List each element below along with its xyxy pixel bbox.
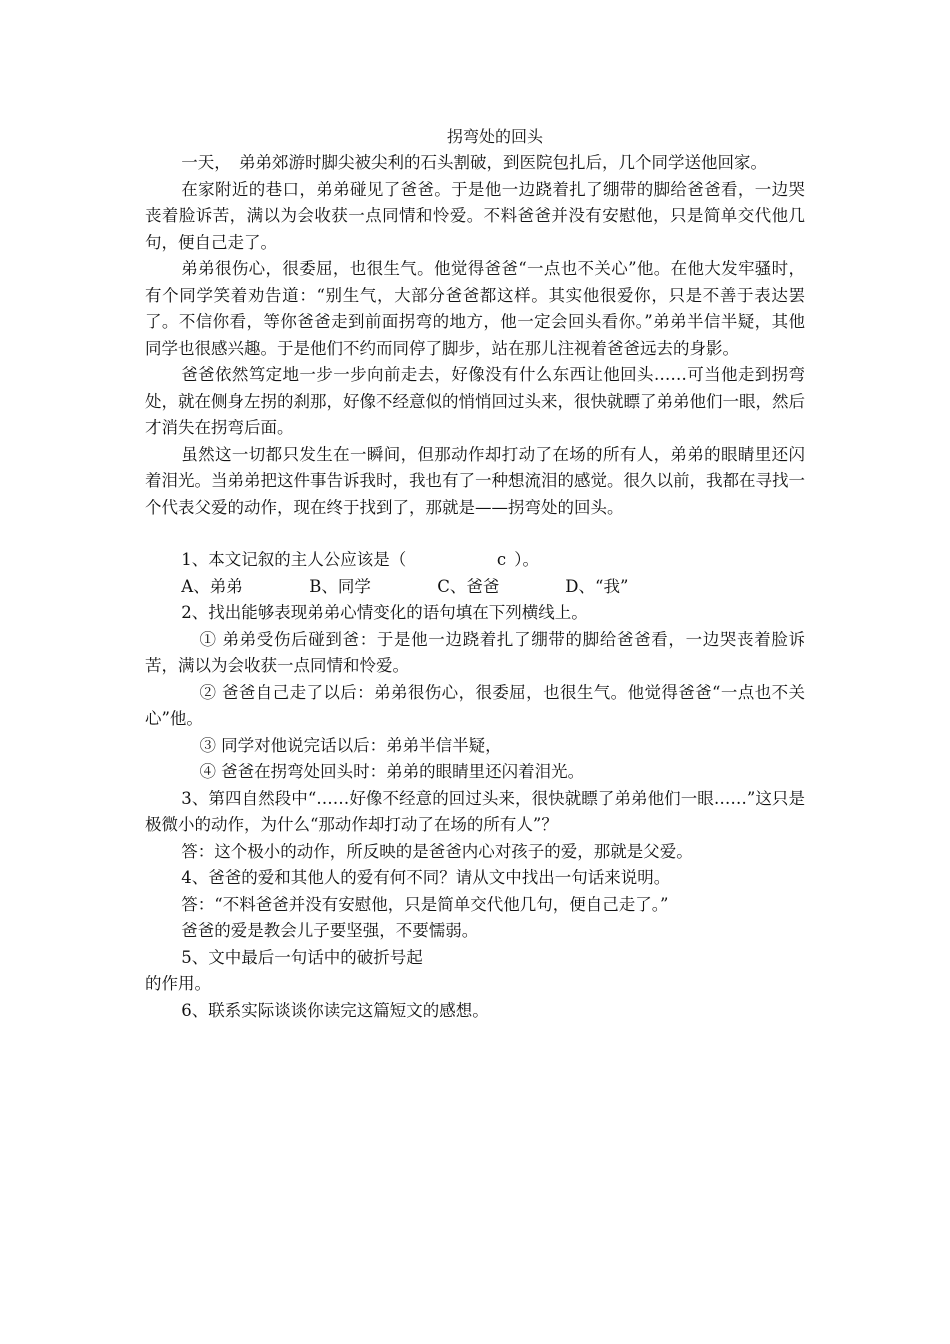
question-1-options: [145, 574, 805, 601]
question-3: 3、第四自然段中“……好像不经意的回过头来，很快就瞟了弟弟他们一眼……”这只是极微小的动作，为什么“那动作却打动了在场的所有人”？: [145, 788, 805, 834]
paragraph-1: 一天， 弟弟郊游时脚尖被尖利的石头割破，到医院包扎后，几个同学送他回家。: [181, 153, 768, 172]
question-2-answer-4: ④ 爸爸在拐弯处回头时：弟弟的眼睛里还闪着泪光。: [199, 762, 585, 781]
document-title: 拐弯处的回头: [446, 127, 543, 146]
option-a: A、弟弟: [181, 576, 243, 596]
paragraph-2: 在家附近的巷口，弟弟碰见了爸爸。于是他一边跷着扎了绷带的脚给爸爸看，一边哭丧着脸诉苦，满以为会收获一点同情和怜爱。不料爸爸并没有安慰他，只是简单交代他几句，便自己走了。: [145, 179, 805, 252]
document-body: [145, 150, 805, 1024]
question-5: 5、文中最后一句话中的破折号起: [181, 947, 423, 967]
question-2-answer-2: ② 爸爸自己走了以后：弟弟很伤心，很委屈，也很生气。他觉得爸爸“一点也不关心”他。: [145, 682, 805, 728]
option-c: C、爸爸: [437, 576, 500, 596]
option-d: D、“我”: [565, 576, 629, 596]
question-2-answer-3: ③ 同学对他说完话以后：弟弟半信半疑，: [199, 735, 502, 755]
question-4-answer-2: 爸爸的爱是教会儿子要坚强，不要懦弱。: [181, 921, 479, 940]
paragraph-4: 爸爸依然笃定地一步一步向前走去，好像没有什么东西让他回头……可当他走到拐弯处，就在侧身左拐的刹那，好像不经意似的悄悄回过头来，很快就瞟了弟弟他们一眼，然后才消失在拐弯后面。: [145, 365, 805, 437]
question-1-prefix: 1、本文记叙的主人公应该是（: [181, 550, 407, 569]
question-6: 6、联系实际谈谈你读完这篇短文的感想。: [181, 1000, 489, 1020]
question-2: 2、找出能够表现弟弟心情变化的语句填在下列横线上。: [181, 603, 588, 622]
question-1-answer: c: [496, 550, 507, 569]
question-1: [145, 547, 805, 574]
option-b: B、同学: [309, 576, 371, 596]
paragraph-5: 虽然这一切都只发生在一瞬间，但那动作却打动了在场的所有人，弟弟的眼睛里还闪着泪光。当弟弟把这件事告诉我时，我也有了一种想流泪的感觉。很久以前，我都在寻找一个代表父爱的动作，现在终于找到了，那就是——拐弯处的回头。: [145, 444, 805, 517]
question-5-continuation: 的作用。: [145, 974, 211, 993]
question-4: 4、爸爸的爱和其他人的爱有何不同？请从文中找出一句话来说明。: [181, 868, 671, 887]
question-1-suffix: ）。: [514, 550, 540, 569]
question-2-answer-1: ① 弟弟受伤后碰到爸：于是他一边跷着扎了绷带的脚给爸爸看，一边哭丧着脸诉苦，满以为会收获一点同情和怜爱。: [145, 629, 805, 675]
question-3-answer: 答：这个极小的动作，所反映的是爸爸内心对孩子的爱，那就是父爱。: [181, 841, 693, 861]
question-4-answer: 答：“不料爸爸并没有安慰他，只是简单交代他几句，便自己走了。”: [181, 894, 669, 914]
paragraph-3: 弟弟很伤心，很委屈，也很生气。他觉得爸爸“一点也不关心”他。在他大发牢骚时，有个同学笑着劝告道：“别生气，大部分爸爸都这样。其实他很爱你，只是不善于表达罢了。不信你看，等你爸爸走到前面拐弯的地方，他一定会回头看你。”弟弟半信半疑，其他同学也很感兴趣。于是他们不约而同停了脚步，站在那儿注视着爸爸远去的身影。: [145, 259, 805, 358]
section-gap: [145, 521, 805, 547]
